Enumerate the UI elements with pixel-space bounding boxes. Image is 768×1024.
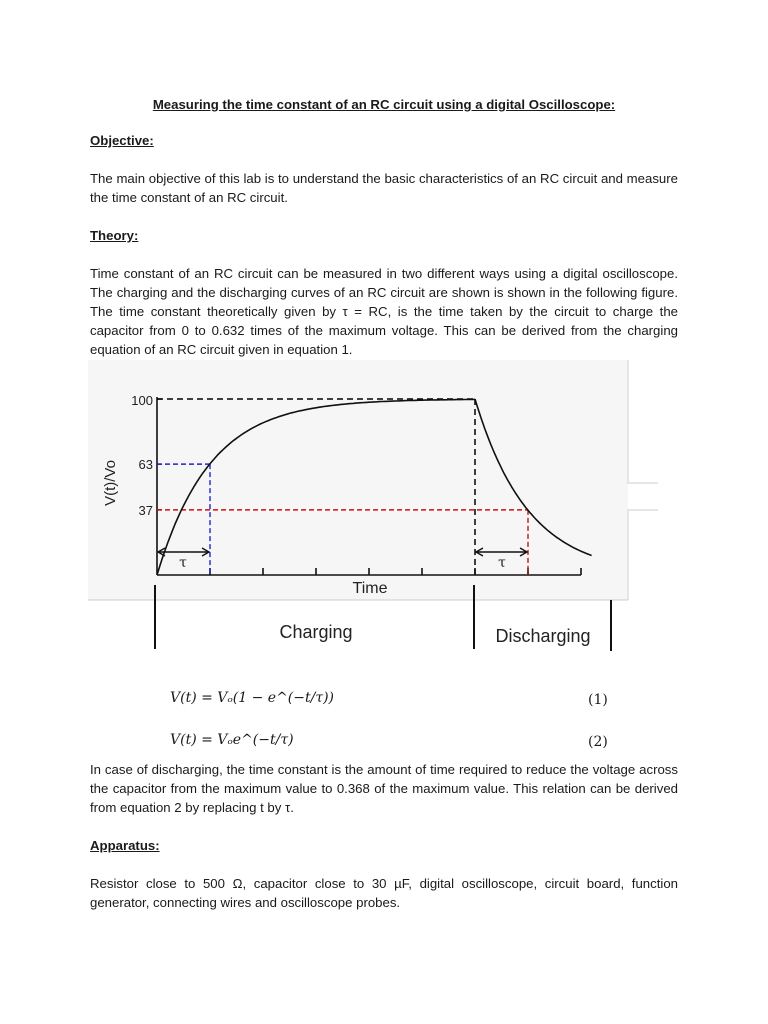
theory-text: Time constant of an RC circuit can be measured in two different ways using a digital oscilloscope. The charging and the discharging curves of an RC circuit are shown is shown in the following figure. The time constant theoretically given by τ = RC, is the time taken by the circuit to charge the capacitor from 0 to 0.632 times of the maximum voltage. This can be derived from the charging equation of an RC circuit given in equation 1. [90, 266, 678, 357]
charging-label: Charging [279, 622, 353, 642]
y-tick-label: 63 [138, 457, 153, 472]
page-edge-mark [628, 360, 658, 483]
apparatus-text: Resistor close to 500 Ω, capacitor close to 30 µF, digital oscilloscope, circuit board, function generator, connecting wires and oscilloscope probes. [90, 876, 678, 910]
page-edge-mark-lower [628, 510, 658, 600]
equation-1: V(t) = Vₒ(1 − e^(−t/τ)) [170, 690, 335, 706]
tau-label-discharging: τ [498, 555, 506, 571]
apparatus-heading: Apparatus: [90, 838, 160, 853]
rc-curve-figure [88, 355, 668, 660]
equation-2-number: (2) [588, 734, 608, 750]
discharging-label: Discharging [495, 626, 591, 646]
page-title: Measuring the time constant of an RC circuit using a digital Oscilloscope: [152, 97, 616, 112]
y-axis-label: V(t)/Vo [102, 460, 119, 506]
objective-text: The main objective of this lab is to understand the basic characteristics of an RC circuit and measure the time constant of an RC circuit. [90, 171, 678, 205]
discharge-text: In case of discharging, the time constant is the amount of time required to reduce the voltage across the capacitor from the maximum value to 0.368 of the maximum value. This relation can be derived from equation 2 by replacing t by τ. [90, 762, 678, 815]
objective-heading: Objective: [90, 133, 154, 148]
chart-background [88, 360, 628, 600]
equation-2: V(t) = Vₒe^(−t/τ) [170, 732, 294, 748]
tau-label-charging: τ [179, 555, 187, 571]
y-tick-label: 100 [131, 393, 153, 408]
theory-heading: Theory: [90, 228, 139, 243]
y-tick-label: 37 [138, 503, 153, 518]
rc-curve-chart [88, 355, 668, 655]
x-axis-label: Time [352, 580, 388, 597]
equation-1-number: (1) [588, 692, 608, 708]
